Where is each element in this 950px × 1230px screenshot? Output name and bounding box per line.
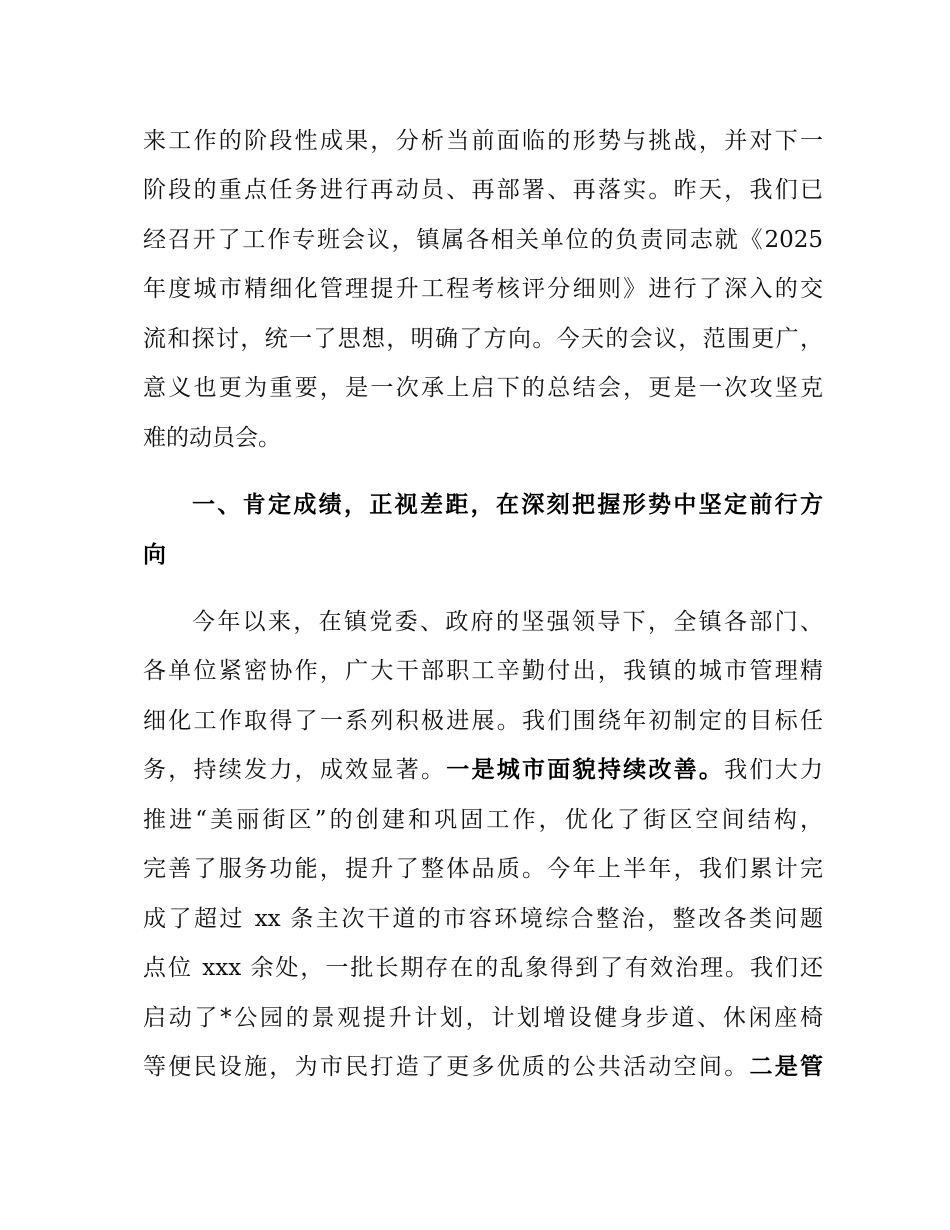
- intro-line-1: 来工作的阶段性成果，分析当前面临的形势与挑战，并对下一: [143, 128, 823, 154]
- point-two-bold: 二是管: [749, 1054, 824, 1080]
- body-line-1: 今年以来，在镇党委、政府的坚强领导下，全镇各部门、: [192, 609, 823, 635]
- body-line-10-text-a: 等便民设施，为市民打造了更多优质的公共活动空间。: [143, 1054, 750, 1080]
- body-line-4-text-a: 务，持续发力，成效显著。: [143, 757, 447, 783]
- body-line-6: 完善了服务功能，提升了整体品质。今年上半年，我们累计完: [143, 856, 823, 882]
- body-line-7: 成了超过 xx 条主次干道的市容环境综合整治，整改各类问题: [143, 906, 823, 932]
- intro-line-4: 年度城市精细化管理提升工程考核评分细则》进行了深入的交: [143, 276, 823, 302]
- body-line-9: 启动了*公园的景观提升计划，计划增设健身步道、休闲座椅: [143, 1005, 823, 1031]
- body-line-10: [143, 1047, 823, 1087]
- body-line-4-text-c: 我们大力: [724, 757, 824, 783]
- point-one-bold: 一是城市面貌持续改善。: [446, 757, 725, 783]
- body-line-5: 推进“美丽街区”的创建和巩固工作，优化了街区空间结构，: [143, 807, 823, 833]
- body-line-2: 各单位紧密协作，广大干部职工辛勤付出，我镇的城市管理精: [143, 658, 823, 684]
- intro-line-3: 经召开了工作专班会议，镇属各相关单位的负责同志就《2025: [143, 227, 823, 253]
- body-line-8: 点位 xxx 余处，一批长期存在的乱象得到了有效治理。我们还: [143, 955, 823, 981]
- intro-line-6: 意义也更为重要，是一次承上启下的总结会，更是一次攻坚克: [143, 375, 823, 401]
- intro-line-5: 流和探讨，统一了思想，明确了方向。今天的会议，范围更广，: [143, 326, 823, 352]
- intro-line-7: 难的动员会。: [143, 425, 281, 451]
- body-line-4: [143, 750, 823, 790]
- body-line-3: 细化工作取得了一系列积极进展。我们围绕年初制定的目标任: [143, 708, 823, 734]
- intro-line-2: 阶段的重点任务进行再动员、再部署、再落实。昨天，我们已: [143, 177, 823, 203]
- section-heading-line-1: 一、肯定成绩，正视差距，在深刻把握形势中坚定前行方: [192, 492, 823, 518]
- section-heading-line-2: 向: [143, 542, 166, 568]
